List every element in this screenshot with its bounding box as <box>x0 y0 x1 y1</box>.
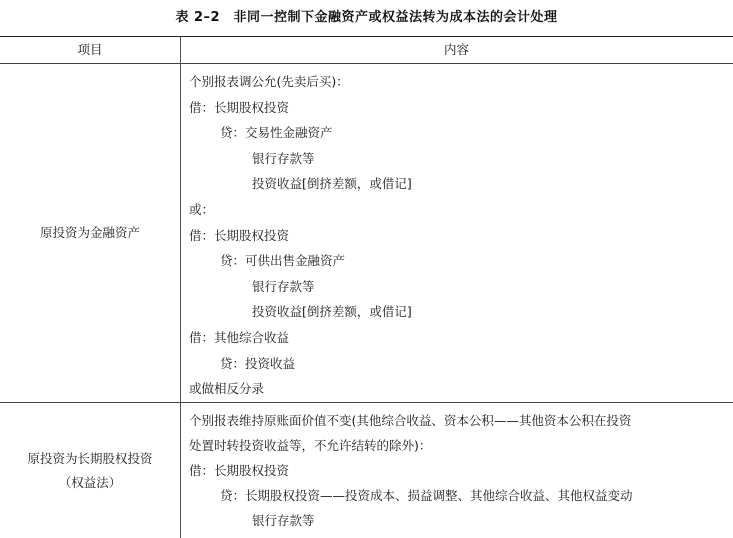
content-line: 借：长期股权投资 <box>189 227 290 243</box>
content-line: 贷：长期股权投资——投资成本、损益调整、其他综合收益、其他权益变动 <box>220 488 633 503</box>
table-header-row <box>0 37 733 64</box>
content-line: 借：长期股权投资 <box>189 99 290 115</box>
row-label-line: （权益法） <box>58 474 122 490</box>
content-line: 银行存款等 <box>252 513 315 528</box>
content-line: 或做相反分录 <box>189 381 265 397</box>
table-row <box>0 403 733 538</box>
content-line: 借：其他综合收益 <box>189 329 290 345</box>
table-row <box>0 64 733 403</box>
content-line: 银行存款等 <box>252 278 315 294</box>
content-line: 银行存款等 <box>252 150 315 166</box>
content-line: 投资收益[倒挤差额，或借记] <box>252 176 412 192</box>
content-line: 贷：交易性金融资产 <box>220 125 333 141</box>
row-label-line: 原投资为长期股权投资 <box>27 450 153 466</box>
header-item: 项目 <box>77 42 103 57</box>
content-line: 贷：可供出售金融资产 <box>220 253 346 269</box>
content-line: 贷：投资收益 <box>220 355 296 371</box>
row-label <box>0 64 180 402</box>
row-label <box>0 403 180 538</box>
content-line: 借：长期股权投资 <box>189 463 290 478</box>
table-caption: 表 2–2 非同一控制下金融资产或权益法转为成本法的会计处理 <box>175 10 558 25</box>
content-line: 投资收益[倒挤差额，或借记] <box>252 304 412 320</box>
row-content <box>189 69 729 402</box>
content-line: 个别报表调公允(先卖后买)： <box>189 74 349 89</box>
content-line: 个别报表维持原账面价值不变(其他综合收益、资本公积——其他资本公积在投资 <box>189 413 632 428</box>
content-line: 或： <box>189 201 215 217</box>
row-label-line: 原投资为金融资产 <box>39 225 140 240</box>
accounting-table <box>0 36 733 538</box>
header-content: 内容 <box>443 42 469 57</box>
row-content <box>189 408 729 533</box>
content-line: 处置时转投资收益等，不允许结转的除外)： <box>189 438 432 453</box>
